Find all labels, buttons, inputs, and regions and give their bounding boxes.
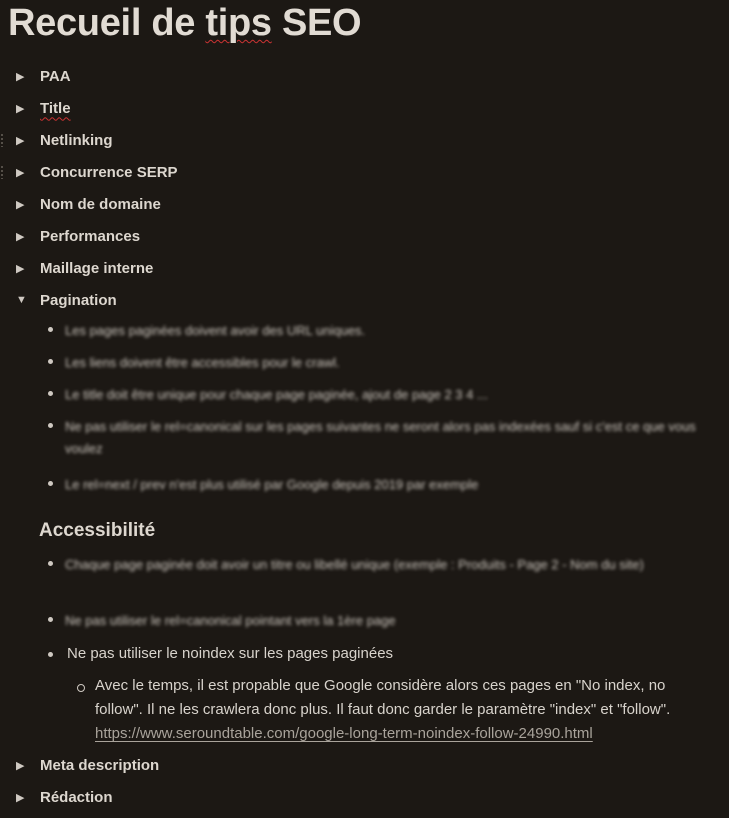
bullet-icon — [48, 561, 53, 566]
sub-list-item — [95, 674, 725, 746]
list-item — [48, 320, 425, 342]
list-item — [48, 352, 395, 374]
toggle-label: Meta description — [40, 756, 160, 774]
chevron-right-icon[interactable]: ▶ — [16, 759, 25, 772]
blurred-text: Le rel=next / prev n'est plus utilisé par Google depuis 2019 par exemple — [65, 477, 479, 492]
sub-bullet-icon — [77, 684, 85, 692]
chevron-right-icon[interactable]: ▶ — [16, 262, 25, 275]
bullet-icon — [48, 391, 53, 396]
toggle-performances[interactable] — [16, 224, 140, 248]
chevron-right-icon[interactable]: ▶ — [16, 166, 25, 179]
title-text-misspelled: tips — [205, 2, 272, 44]
sub-item-line: Avec le temps, il est propable que Google considère alors ces pages en "No index, no — [95, 677, 666, 694]
bullet-icon — [48, 481, 53, 486]
toggle-label: PAA — [40, 67, 71, 85]
toggle-concurrence-serp[interactable] — [16, 160, 178, 184]
chevron-down-icon[interactable]: ▼ — [16, 294, 27, 306]
bullet-icon — [48, 652, 53, 657]
chevron-right-icon[interactable]: ▶ — [16, 230, 25, 243]
chevron-right-icon[interactable]: ▶ — [16, 102, 25, 115]
blurred-text: Les pages paginées doivent avoir des URL uniques. — [65, 323, 366, 338]
section-heading: Accessibilité — [39, 520, 156, 541]
list-item — [48, 642, 393, 666]
toggle-label: Rédaction — [40, 788, 113, 806]
blurred-text: Le title doit être unique pour chaque page paginée, ajout de page 2 3 4 ... — [65, 387, 488, 402]
blurred-text: Chaque page paginée doit avoir un titre ou libellé unique (exemple : Produits - Page 2 - Nom du site) — [65, 557, 644, 572]
toggle-title[interactable] — [16, 96, 71, 120]
toggle-label: Maillage interne — [40, 259, 154, 277]
toggle-meta-description[interactable] — [16, 753, 159, 777]
title-text: SEO — [271, 2, 362, 44]
list-item-text: Ne pas utiliser le noindex sur les pages paginées — [67, 645, 394, 662]
toggle-pagination[interactable] — [16, 288, 117, 312]
toggle-label: Performances — [40, 227, 141, 245]
list-item — [48, 384, 585, 406]
toggle-maillage-interne[interactable] — [16, 256, 153, 280]
toggle-label: Netlinking — [40, 131, 113, 149]
bullet-icon — [48, 423, 53, 428]
bullet-icon — [48, 359, 53, 364]
toggle-label: Title — [40, 99, 71, 117]
bullet-icon — [48, 617, 53, 622]
chevron-right-icon[interactable]: ▶ — [16, 791, 25, 804]
reference-link[interactable]: https://www.seroundtable.com/google-long-term-noindex-follow-24990.html — [95, 725, 593, 742]
toggle-netlinking[interactable] — [16, 128, 113, 152]
toggle-nom-de-domaine[interactable] — [16, 192, 161, 216]
blurred-text: Ne pas utiliser le rel=canonical pointant vers la 1ère page — [65, 613, 396, 628]
title-text: Recueil de — [8, 2, 206, 44]
bullet-icon — [48, 327, 53, 332]
toggle-label: Pagination — [40, 291, 117, 309]
blurred-text: Ne pas utiliser le rel=canonical sur les pages suivantes ne seront alors pas indexées sauf si c'est ce que vous voulez — [65, 419, 696, 456]
page-title — [8, 2, 361, 45]
chevron-right-icon[interactable]: ▶ — [16, 134, 25, 147]
drag-handle-icon[interactable] — [0, 133, 4, 147]
drag-handle-icon[interactable] — [0, 165, 4, 179]
chevron-right-icon[interactable]: ▶ — [16, 198, 25, 211]
toggle-label: Concurrence SERP — [40, 163, 178, 181]
toggle-label: Nom de domaine — [40, 195, 161, 213]
toggle-redaction[interactable] — [16, 785, 113, 809]
list-item — [48, 554, 705, 598]
blurred-text: Les liens doivent être accessibles pour le crawl. — [65, 355, 340, 370]
toggle-paa[interactable] — [16, 64, 71, 88]
sub-item-line: follow". Il ne les crawlera donc plus. Il faut donc garder le paramètre "index" et "follow". — [95, 701, 671, 718]
list-item — [48, 610, 445, 632]
chevron-right-icon[interactable]: ▶ — [16, 70, 25, 83]
list-item — [48, 416, 705, 460]
list-item — [48, 474, 535, 496]
